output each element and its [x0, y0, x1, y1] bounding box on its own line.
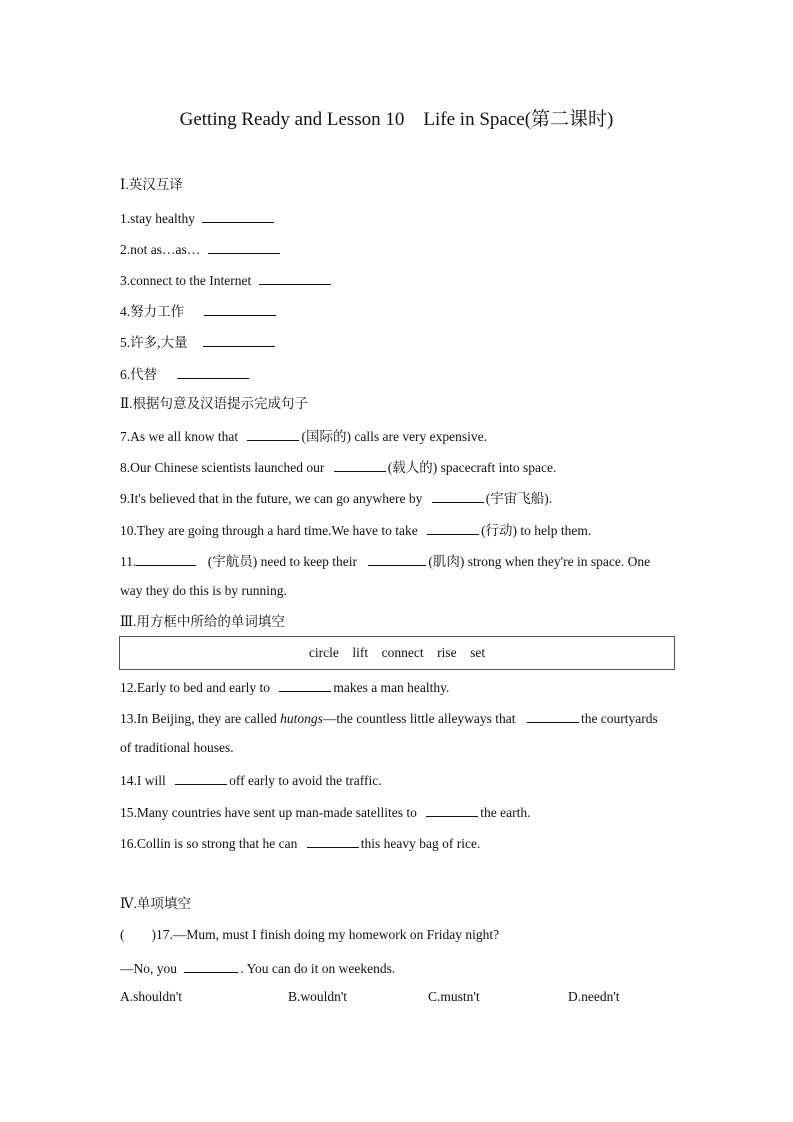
- answer-blank[interactable]: [204, 301, 276, 316]
- answer-blank[interactable]: [334, 457, 386, 472]
- section-1-heading: Ⅰ.英汉互译: [120, 177, 183, 192]
- answer-blank[interactable]: [368, 551, 426, 566]
- question-10: [120, 520, 591, 540]
- question-text: 13.In Beijing, they are called: [120, 711, 281, 726]
- question-text: —No, you: [120, 961, 177, 976]
- question-4: [120, 301, 278, 321]
- answer-blank[interactable]: [427, 520, 479, 535]
- question-11-continued: way they do this is by running.: [120, 583, 287, 598]
- question-16: [120, 833, 480, 853]
- question-text: the courtyards: [580, 711, 658, 726]
- answer-blank[interactable]: [208, 239, 280, 254]
- answer-blank[interactable]: [527, 708, 579, 723]
- question-5: [120, 332, 277, 352]
- question-text: 7.As we all know that: [120, 429, 239, 444]
- question-13: [120, 708, 658, 728]
- question-text: . You can do it on weekends.: [240, 961, 396, 976]
- question-text: makes a man healthy.: [333, 680, 450, 695]
- answer-blank[interactable]: [177, 364, 249, 379]
- question-text: 16.Collin is so strong that he can: [120, 836, 298, 851]
- question-7: [120, 426, 487, 446]
- answer-blank[interactable]: [279, 677, 331, 692]
- question-text: 8.Our Chinese scientists launched our: [120, 460, 325, 475]
- question-17-answer: [120, 958, 395, 978]
- question-15: [120, 802, 531, 822]
- answer-blank[interactable]: [175, 770, 227, 785]
- question-text: 2.not as…as…: [120, 242, 201, 257]
- section-2-heading: Ⅱ.根据句意及汉语提示完成句子: [120, 396, 309, 411]
- option-b[interactable]: B.wouldn't: [288, 989, 348, 1004]
- question-text: (国际的) calls are very expensive.: [301, 429, 488, 444]
- word-box: circle lift connect rise set: [119, 636, 675, 670]
- question-12: [120, 677, 449, 697]
- question-13-continued: of traditional houses.: [120, 740, 234, 755]
- question-text: 10.They are going through a hard time.We have to take: [120, 523, 418, 538]
- answer-blank[interactable]: [307, 833, 359, 848]
- question-text: 4.努力工作: [120, 304, 185, 319]
- answer-blank[interactable]: [259, 270, 331, 285]
- question-17-stem: ( )17.—Mum, must I finish doing my homework on Friday night?: [120, 927, 500, 942]
- question-text: 5.许多,大量: [120, 335, 188, 350]
- question-text: (宇宙飞船).: [485, 491, 553, 506]
- answer-blank[interactable]: [136, 551, 196, 566]
- option-c[interactable]: C.mustn't: [428, 989, 480, 1004]
- section-4-heading: Ⅳ.单项填空: [120, 896, 191, 911]
- question-1: [120, 208, 276, 228]
- question-14: [120, 770, 382, 790]
- page-title: Getting Ready and Lesson 10 Life in Space(第二课时): [179, 109, 614, 130]
- section-3-heading: Ⅲ.用方框中所给的单词填空: [120, 614, 285, 629]
- question-text: 3.connect to the Internet: [120, 273, 252, 288]
- question-text: 6.代替: [120, 367, 158, 382]
- question-6: [120, 364, 251, 384]
- question-9: [120, 488, 552, 508]
- answer-blank[interactable]: [426, 802, 478, 817]
- question-text: this heavy bag of rice.: [360, 836, 481, 851]
- answer-blank[interactable]: [203, 332, 275, 347]
- question-text: (宇航员) need to keep their: [207, 554, 357, 569]
- question-text: (行动) to help them.: [481, 523, 592, 538]
- option-d[interactable]: D.needn't: [568, 989, 620, 1004]
- question-text: 15.Many countries have sent up man-made satellites to: [120, 805, 417, 820]
- question-8: [120, 457, 556, 477]
- question-3: [120, 270, 333, 290]
- question-text: the earth.: [480, 805, 531, 820]
- answer-blank[interactable]: [432, 488, 484, 503]
- answer-blank[interactable]: [247, 426, 299, 441]
- italic-term: hutongs: [280, 711, 323, 726]
- question-text: 1.stay healthy: [120, 211, 195, 226]
- option-a[interactable]: A.shouldn't: [120, 989, 183, 1004]
- question-text: 12.Early to bed and early to: [120, 680, 270, 695]
- answer-blank[interactable]: [202, 208, 274, 223]
- question-text: off early to avoid the traffic.: [229, 773, 382, 788]
- question-text: 11.: [120, 554, 137, 569]
- question-text: (肌肉) strong when they're in space. One: [428, 554, 651, 569]
- question-11: [120, 551, 650, 571]
- answer-blank[interactable]: [184, 958, 238, 973]
- question-2: [120, 239, 282, 259]
- question-text: —the countless little alleyways that: [322, 711, 516, 726]
- question-text: 9.It's believed that in the future, we can go anywhere by: [120, 491, 423, 506]
- question-text: (载人的) spacecraft into space.: [387, 460, 557, 475]
- question-text: 14.I will: [120, 773, 166, 788]
